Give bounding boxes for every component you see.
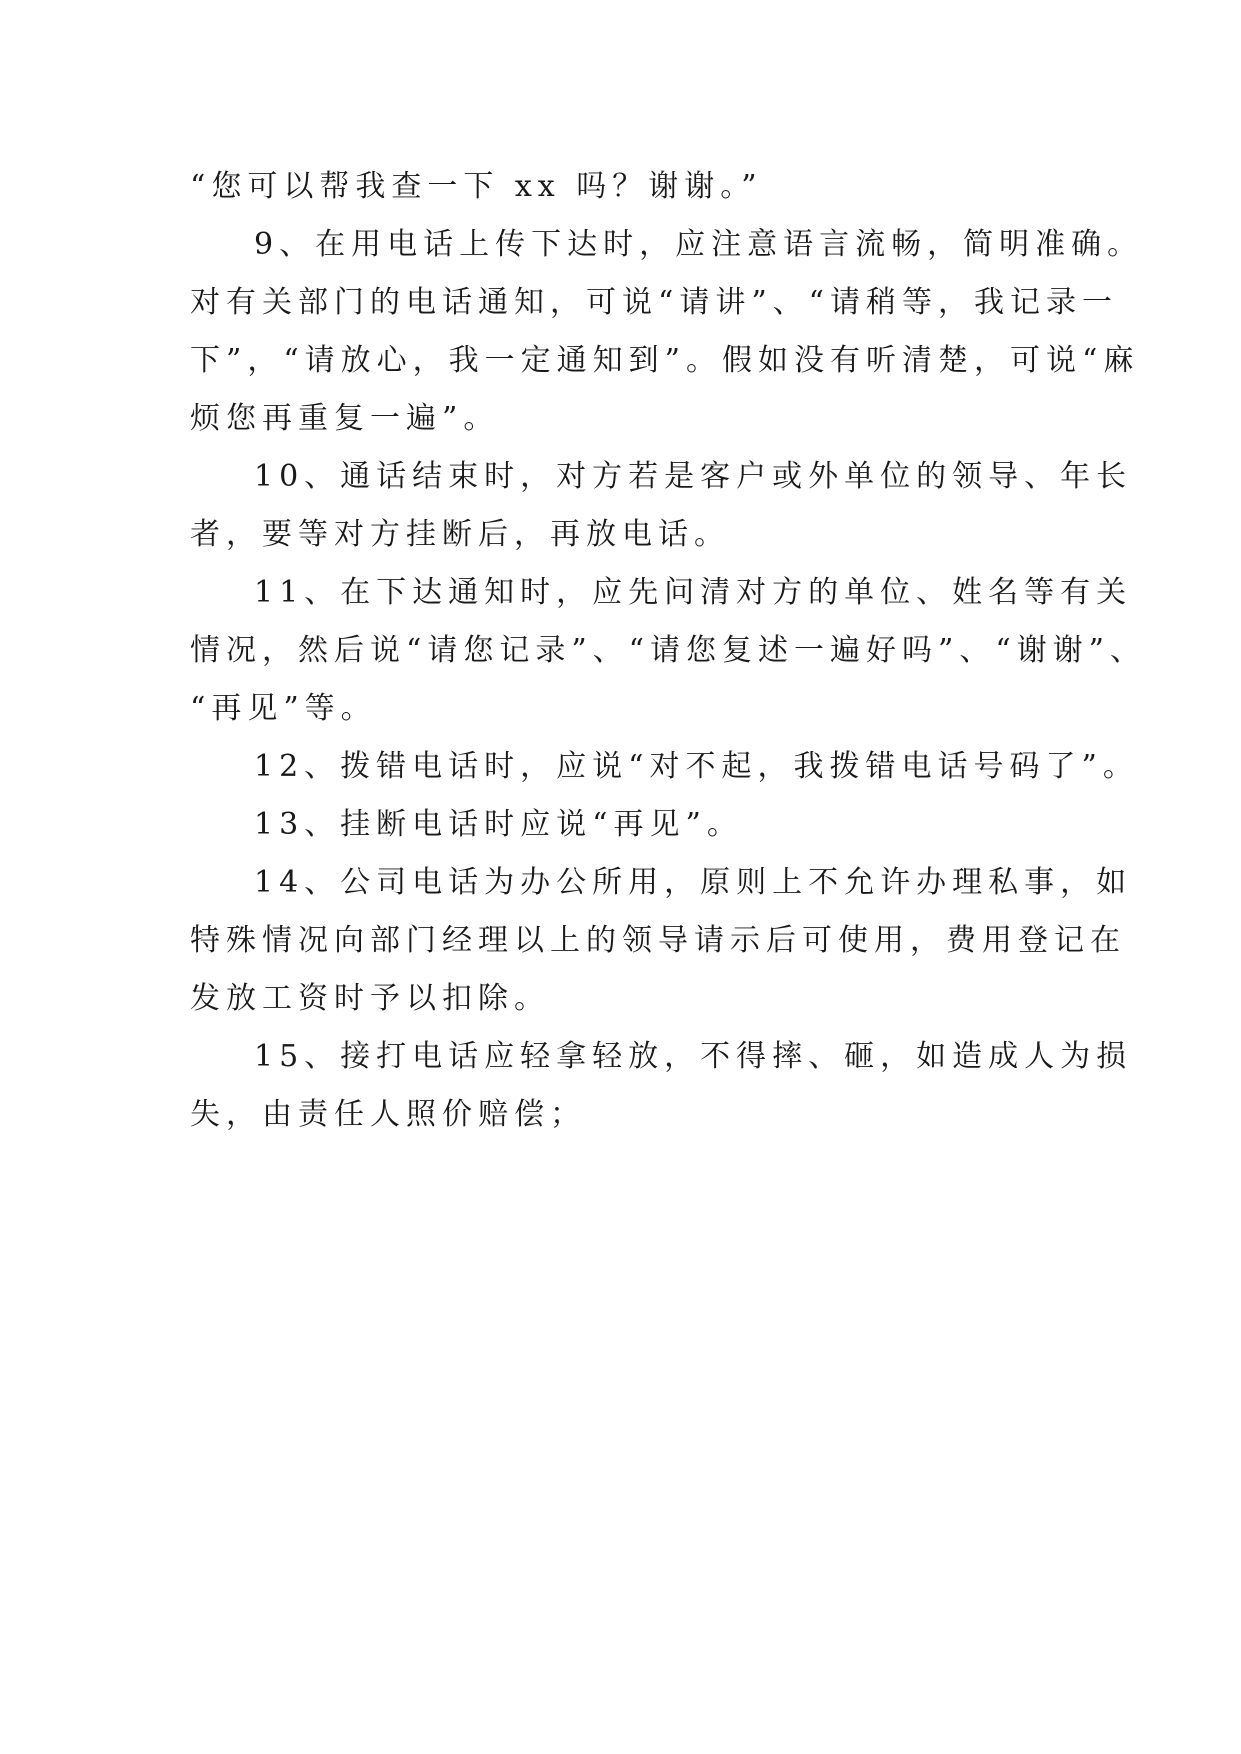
item-10-line-2: 者，要等对方挂断后，再放电话。 xyxy=(190,517,730,552)
item-9-line-2: 对有关部门的电话通知，可说“请讲”、“请稍等，我记录一 xyxy=(190,285,1119,320)
item-14-line-2: 特殊情况向部门经理以上的领导请示后可使用，费用登记在 xyxy=(190,923,1126,958)
item-14-line-3: 发放工资时予以扣除。 xyxy=(190,981,550,1016)
item-11-line-2: 情况，然后说“请您记录”、“请您复述一遍好吗”、“谢谢”、 xyxy=(190,633,1147,668)
item-9-line-4: 烦您再重复一遍”。 xyxy=(190,401,500,436)
item-9-line-1: 9、在用电话上传下达时，应注意语言流畅，简明准确。 xyxy=(254,227,1144,262)
item-10-line-1: 10、通话结束时，对方若是客户或外单位的领导、年长 xyxy=(254,459,1133,494)
item-14-line-1: 14、公司电话为办公所用，原则上不允许办理私事，如 xyxy=(254,865,1133,900)
text-line: “您可以帮我查一下 xx 吗？谢谢。” xyxy=(190,169,763,204)
item-11-line-1: 11、在下达通知时，应先问清对方的单位、姓名等有关 xyxy=(254,575,1133,610)
item-12-line-1: 12、拨错电话时，应说“对不起，我拨错电话号码了”。 xyxy=(254,749,1139,784)
document-body xyxy=(190,158,1147,1144)
item-15-line-2: 失，由责任人照价赔偿； xyxy=(190,1097,586,1132)
item-13-line-1: 13、挂断电话时应说“再见”。 xyxy=(254,807,743,842)
item-9-line-3: 下”，“请放心，我一定通知到”。假如没有听清楚，可说“麻 xyxy=(190,343,1140,378)
item-15-line-1: 15、接打电话应轻拿轻放，不得摔、砸，如造成人为损 xyxy=(254,1039,1133,1074)
item-11-line-3: “再见”等。 xyxy=(190,691,377,726)
